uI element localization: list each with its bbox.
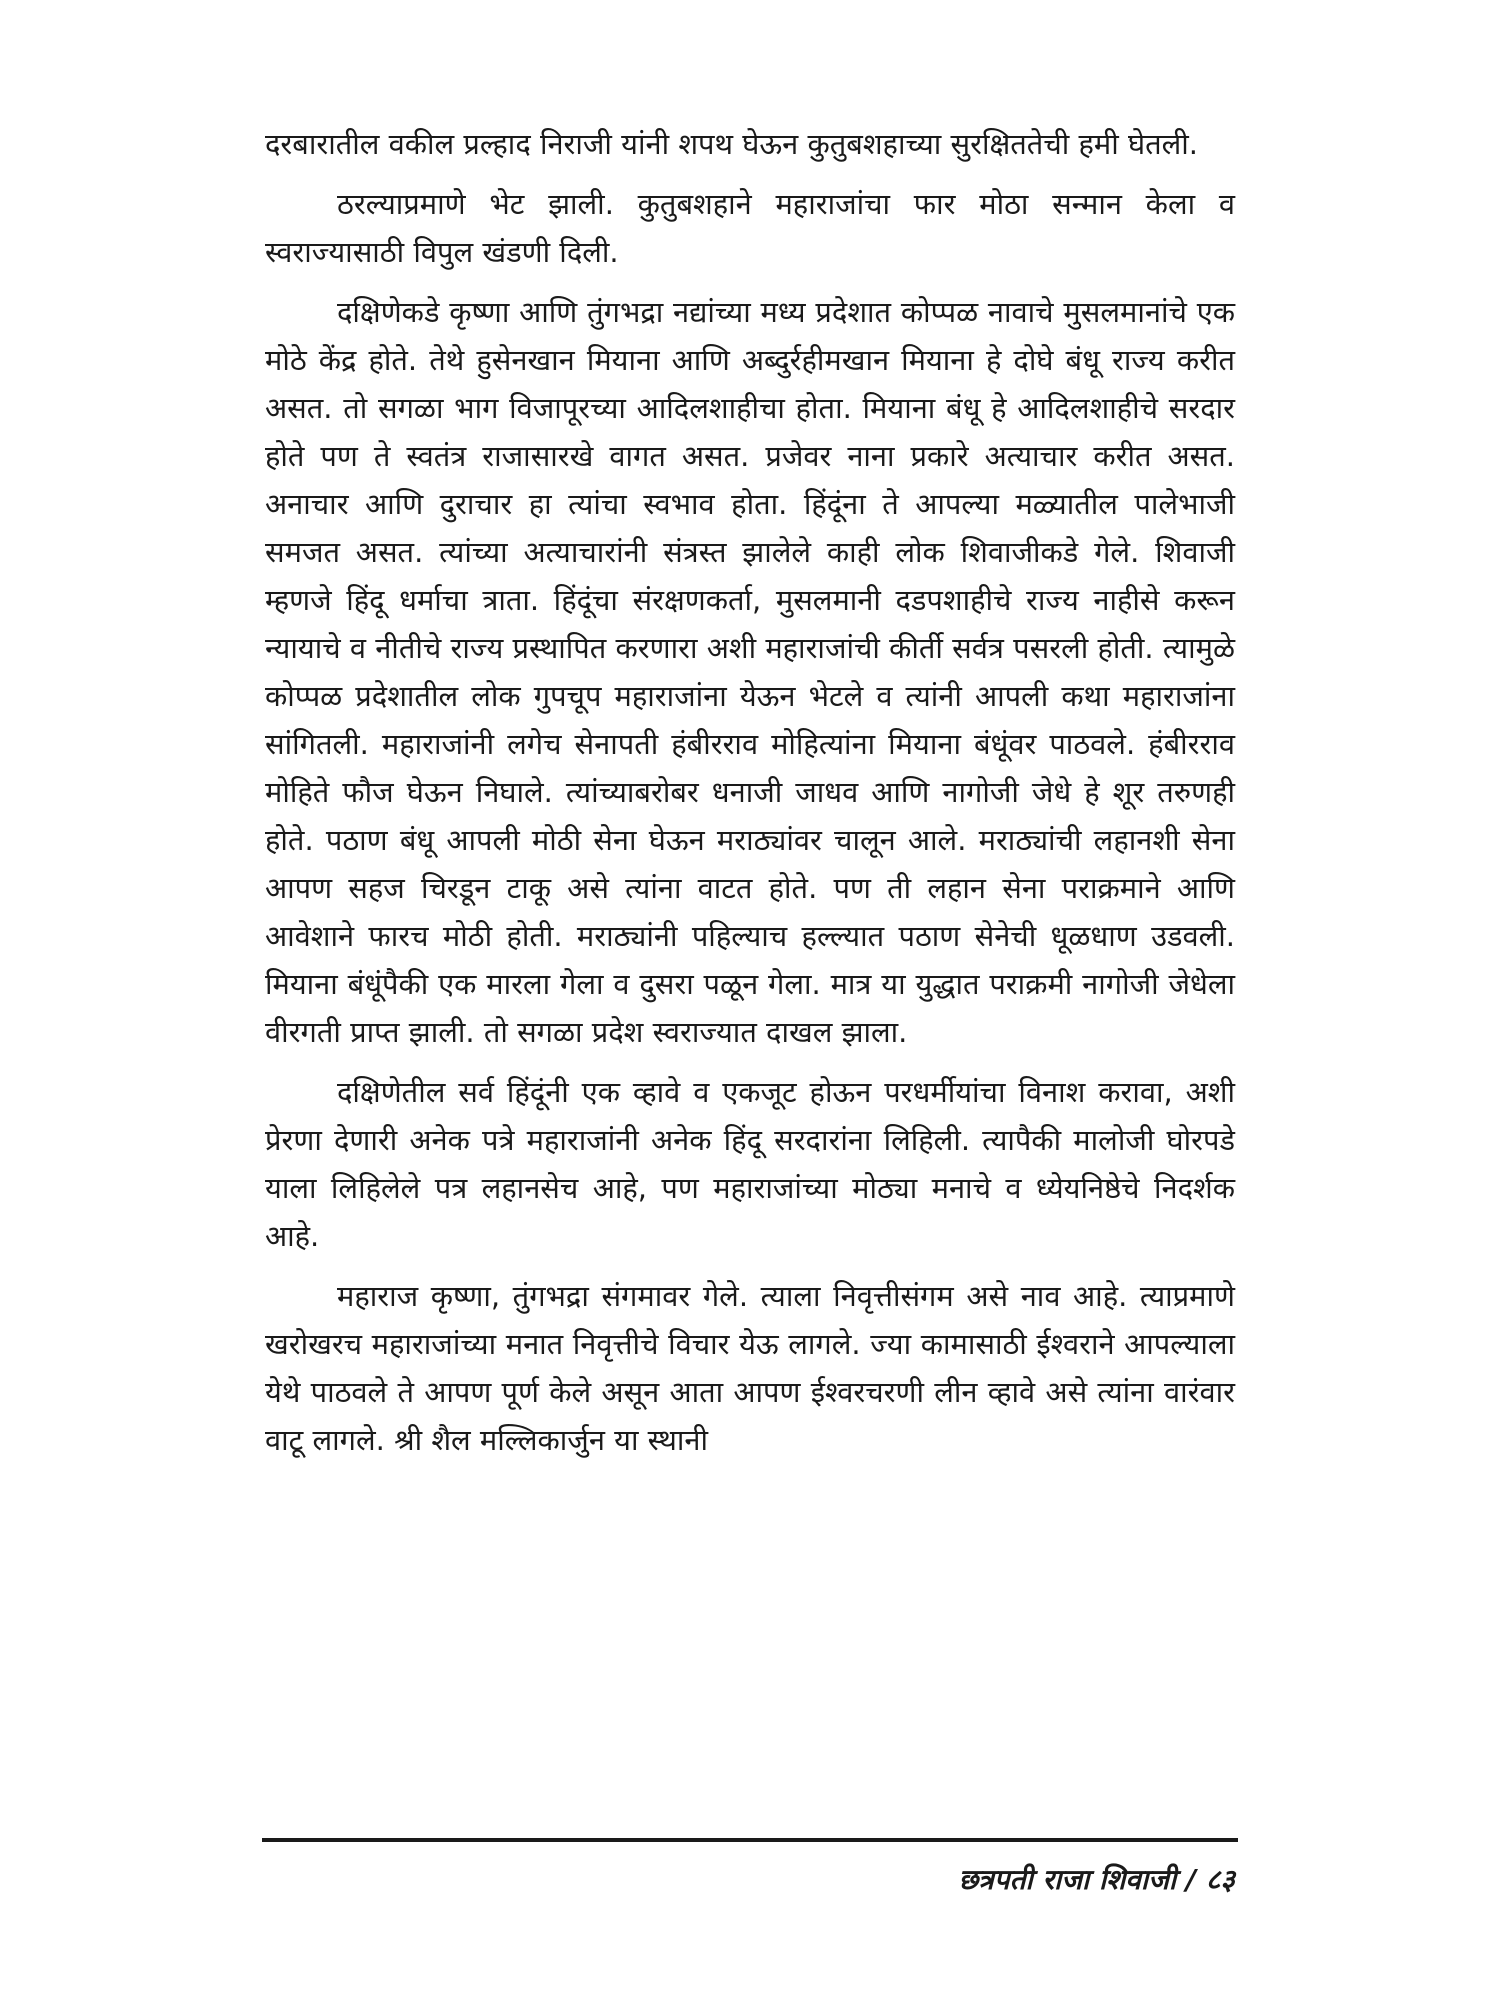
paragraph-1: दरबारातील वकील प्रल्हाद निराजी यांनी शपथ घेऊन कुतुबशहाच्या सुरक्षिततेची हमी घेतली. — [265, 127, 1199, 161]
body-text — [265, 120, 1235, 1476]
paragraph-3: दक्षिणेकडे कृष्णा आणि तुंगभद्रा नद्यांच्या मध्य प्रदेशात कोप्पळ नावाचे मुसलमानांचे एक मोठे केंद्र होते. तेथे हुसेनखान मियाना आणि अब्दुर्रहीमखान मियाना हे दोघे बंधू राज्य करीत असत. तो सगळा भाग विजापूरच्या आदिलशाहीचा होता. मियाना बंधू हे आदिलशाहीचे सरदार होते पण ते स्वतंत्र राजासारखे वागत असत. प्रजेवर नाना प्रकारे अत्याचार करीत असत. अनाचार आणि दुराचार हा त्यांचा स्वभाव होता. हिंदूंना ते आपल्या मळ्यातील पालेभाजी समजत असत. त्यांच्या अत्याचारांनी संत्रस्त झालेले काही लोक शिवाजीकडे गेले. शिवाजी म्हणजे हिंदू धर्माचा त्राता. हिंदूंचा संरक्षणकर्ता, मुसलमानी दडपशाहीचे राज्य नाहीसे करून न्यायाचे व नीतीचे राज्य प्रस्थापित करणारा अशी महाराजांची कीर्ती सर्वत्र पसरली होती. त्यामुळे कोप्पळ प्रदेशातील लोक गुपचूप महाराजांना येऊन भेटले व त्यांनी आपली कथा महाराजांना सांगितली. महाराजांनी लगेच सेनापती हंबीरराव मोहित्यांना मियाना बंधूंवर पाठवले. हंबीरराव मोहिते फौज घेऊन निघाले. त्यांच्याबरोबर धनाजी जाधव आणि नागोजी जेधे हे शूर तरुणही होते. पठाण बंधू आपली मोठी सेना घेऊन मराठ्यांवर चालून आले. मराठ्यांची लहानशी सेना आपण सहज चिरडून टाकू असे त्यांना वाटत होते. पण ती लहान सेना पराक्रमाने आणि आवेशाने फारच मोठी होती. मराठ्यांनी पहिल्याच हल्ल्यात पठाण सेनेची धूळधाण उडवली. मियाना बंधूंपैकी एक मारला गेला व दुसरा पळून गेला. मात्र या युद्धात पराक्रमी नागोजी जेधेला वीरगती प्राप्त झाली. तो सगळा प्रदेश स्वराज्यात दाखल झाला. — [265, 295, 1235, 1049]
paragraph-5: महाराज कृष्णा, तुंगभद्रा संगमावर गेले. त्याला निवृत्तीसंगम असे नाव आहे. त्याप्रमाणे खरोखरच महाराजांच्या मनात निवृत्तीचे विचार येऊ लागले. ज्या कामासाठी ईश्वराने आपल्याला येथे पाठवले ते आपण पूर्ण केले असून आता आपण ईश्वरचरणी लीन व्हावे असे त्यांना वारंवार वाटू लागले. श्री शैल मल्लिकार्जुन या स्थानी — [265, 1279, 1235, 1457]
paragraph-4: दक्षिणेतील सर्व हिंदूंनी एक व्हावे व एकजूट होऊन परधर्मीयांचा विनाश करावा, अशी प्रेरणा देणारी अनेक पत्रे महाराजांनी अनेक हिंदू सरदारांना लिहिली. त्यापैकी मालोजी घोरपडे याला लिहिलेले पत्र लहानसेच आहे, पण महाराजांच्या मोठ्या मनाचे व ध्येयनिष्ठेचे निदर्शक आहे. — [265, 1075, 1235, 1253]
running-footer: छत्रपती राजा शिवाजी / ८३ — [958, 1863, 1235, 1896]
footer-divider — [262, 1838, 1238, 1842]
paragraph-2: ठरल्याप्रमाणे भेट झाली. कुतुबशहाने महाराजांचा फार मोठा सन्मान केला व स्वराज्यासाठी विपुल खंडणी दिली. — [265, 187, 1235, 269]
